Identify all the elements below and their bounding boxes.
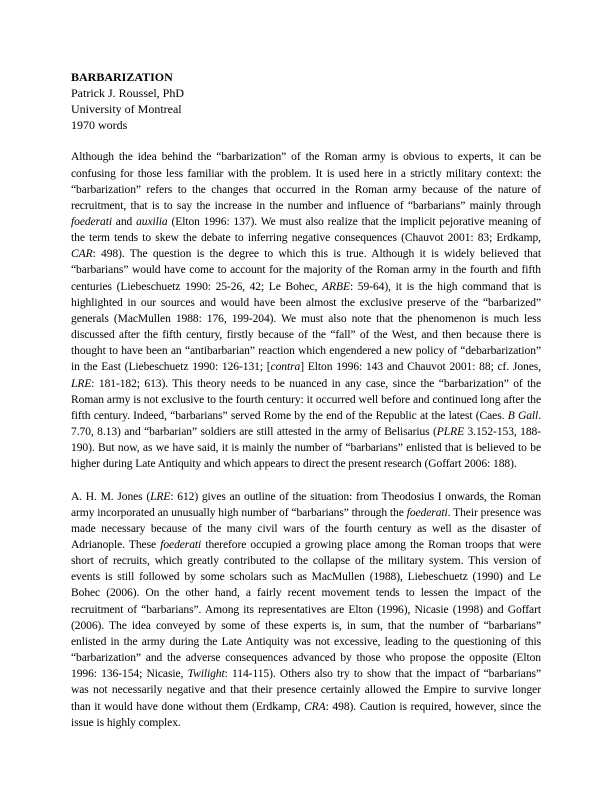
paragraph-text: : 612) gives an outline of the situation: from Theodosius I onwards, the Roman army incorporated an unusually high number of “barbarians” through the [71, 490, 541, 519]
italic-text: CAR [71, 248, 93, 261]
body-paragraph [71, 149, 541, 472]
italic-text: Twilight [187, 668, 225, 681]
paragraph-text: : 59-64), it is the high command that is highlighted in our sources and would have been almost the exclusive preserve of the “barbarized” generals (MacMullen 1988: 176, 199-204). We must also note that the phenomenon is much less discussed after the fifth century, firstly because of the “fall” of the West, and then because there is thought to have been an “antibarbarian” reaction which engendered a new policy of “debarbarization” in the East (Liebeschuetz 1990: 126-131; [ [71, 280, 541, 374]
paragraph-text: . Their presence was made necessary because of the many civil wars of the fourth century as well as the disaster of Adrianople. These [71, 506, 541, 551]
italic-text: B Gall [507, 409, 539, 422]
italic-text: contra [270, 361, 301, 374]
paragraph-text: : 181-182; 613). This theory needs to be nuanced in any case, since the “barbarization” of the Roman army is not exclusive to the fourth century: it occurred well before and continued long after the fifth century. Indeed, “barbarians” served Rome by the end of the Republic at the latest (Caes. [71, 377, 541, 422]
body-paragraph [71, 489, 541, 731]
word-count: 1970 words [71, 118, 128, 133]
paragraph-text: : 498). Caution is required, however, since the issue is highly complex. [71, 700, 542, 729]
author-affiliation: University of Montreal [71, 102, 182, 117]
paragraph-text: therefore occupied a growing place among the Roman troops that were short of recruits, which greatly contributed to the collapse of the military system. This version of events is still followed by some scholars such as MacMullen (1988), Liebeschuetz (1990) and Le Bohec (2006). On the other hand, a fairly recent movement tends to lessen the impact of the recruitment of “barbarians”. Among its representatives are Elton (1996), Nicasie (1998) and Goffart (2006). The idea conveyed by some of these experts is, in sum, that the number of “barbarians” enlisted in the army during the Late Antiquity was not excessive, leading to the questioning of this “barbarization” and the adverse consequences advanced by those who propose the opposite (Elton 1996: 136-154; Nicasie, [71, 538, 541, 681]
paragraph-text: . 7.70, 8.13) and “barbarian” soldiers are still attested in the army of Belisarius ( [71, 409, 541, 439]
italic-text: foederati [406, 506, 448, 519]
italic-text: CRA [304, 700, 326, 713]
italic-text: auxilia [136, 216, 168, 228]
paragraph-text: ] Elton 1996: 143 and Chauvot 2001: 88; cf. Jones, [300, 361, 541, 374]
document-page [71, 69, 541, 747]
italic-text: foederati [71, 216, 112, 228]
author-name: Patrick J. Roussel, PhD [71, 86, 185, 101]
paragraph-text: and [111, 216, 137, 228]
italic-text: PLRE [436, 426, 465, 439]
paragraph-text: : 114-115). Others also try to show that the impact of “barbarians” was not necessarily negative and that their presence certainly allowed the Empire to survive longer than it would have done without them (Erdkamp, [71, 668, 541, 713]
paragraph-text: : 498). The question is the degree to which this is true. Although it is widely believed that “barbarians” would have come to account for the majority of the Roman army in the fourth and fifth centuries (Liebeschuetz 1990: 25-26, 42; Le Bohec, [71, 248, 541, 293]
paragraph-text: 3.152-153, 188-190). But now, as we have said, it is mainly the number of “barbarians” enlisted that is believed to be higher during Late Antiquity and which appears to direct the present research (Goffart 2006: 188). [71, 426, 541, 471]
paragraph-text: A. H. M. Jones ( [71, 490, 151, 503]
document-header [71, 69, 541, 133]
document-title: BARBARIZATION [71, 70, 173, 84]
italic-text: foederati [160, 538, 202, 551]
italic-text: ARBE [322, 280, 350, 293]
paragraph-text: Although the idea behind the “barbarization” of the Roman army is obvious to experts, it can be confusing for those less familiar with the problem. It is used here in a strictly military context: the “barbarization” refers to the changes that occurred in the Roman army because of the nature of recruitment, that is to say the increase in the number and influence of “barbarians” mainly through [71, 151, 541, 212]
italic-text: LRE [150, 490, 171, 503]
italic-text: LRE [71, 377, 92, 390]
paragraph-text: (Elton 1996: 137). We must also realize that the implicit pejorative meaning of the term tends to skew the debate to inferring negative consequences (Chauvot 2001: 83; Erdkamp, [71, 216, 541, 245]
